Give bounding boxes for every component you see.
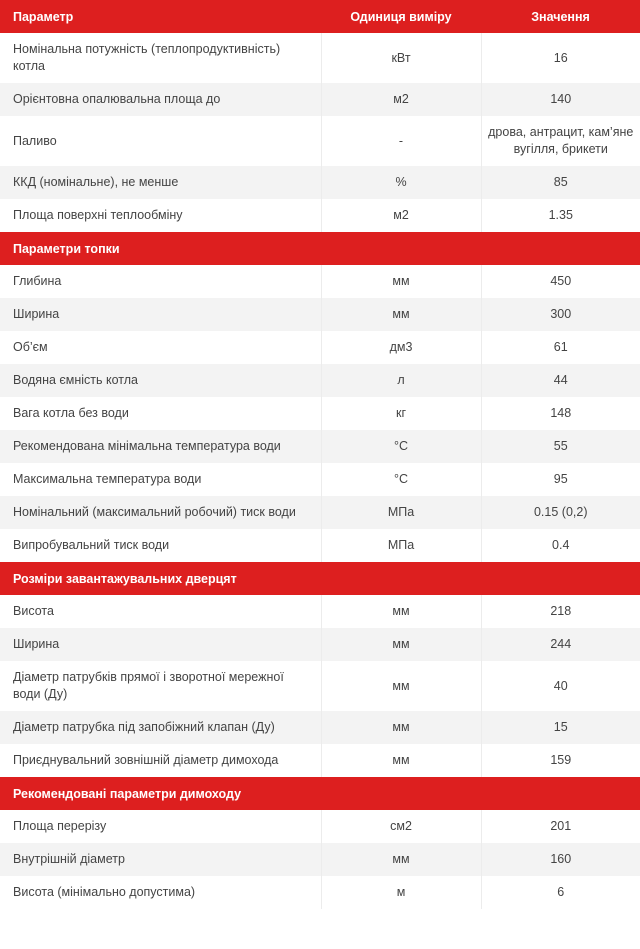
param-cell: Діаметр патрубка під запобіжний клапан (Ду)	[0, 711, 321, 744]
value-cell: 95	[481, 463, 640, 496]
param-cell: Площа перерізу	[0, 810, 321, 843]
value-cell: 40	[481, 661, 640, 711]
value-cell: 244	[481, 628, 640, 661]
param-cell: Орієнтовна опалювальна площа до	[0, 83, 321, 116]
table-row	[0, 265, 640, 298]
value-cell: 140	[481, 83, 640, 116]
table-row	[0, 628, 640, 661]
param-cell: Приєднувальний зовнішній діаметр димохода	[0, 744, 321, 777]
unit-cell: кВт	[321, 33, 481, 83]
section-title: Розміри завантажувальних дверцят	[0, 562, 640, 595]
param-cell: Паливо	[0, 116, 321, 166]
value-cell: 450	[481, 265, 640, 298]
unit-cell: м2	[321, 199, 481, 232]
value-cell: 201	[481, 810, 640, 843]
value-cell: 16	[481, 33, 640, 83]
unit-cell: мм	[321, 661, 481, 711]
unit-cell: мм	[321, 711, 481, 744]
param-cell: Висота	[0, 595, 321, 628]
value-cell: 61	[481, 331, 640, 364]
value-cell: 159	[481, 744, 640, 777]
header-unit: Одиниця виміру	[321, 0, 481, 33]
table-row	[0, 661, 640, 711]
unit-cell: °С	[321, 430, 481, 463]
value-cell: 6	[481, 876, 640, 909]
param-cell: Номінальний (максимальний робочий) тиск води	[0, 496, 321, 529]
value-cell: дрова, антрацит, кам’яне вугілля, брикети	[481, 116, 640, 166]
param-cell: Водяна ємність котла	[0, 364, 321, 397]
table-row	[0, 33, 640, 83]
param-cell: Ширина	[0, 298, 321, 331]
header-param: Параметр	[0, 0, 321, 33]
unit-cell: мм	[321, 595, 481, 628]
param-cell: Об’єм	[0, 331, 321, 364]
table-row	[0, 876, 640, 909]
unit-cell: МПа	[321, 496, 481, 529]
table-row	[0, 595, 640, 628]
param-cell: Рекомендована мінімальна температура води	[0, 430, 321, 463]
table-row	[0, 810, 640, 843]
section-header	[0, 562, 640, 595]
unit-cell: °С	[321, 463, 481, 496]
table-row	[0, 843, 640, 876]
param-cell: Діаметр патрубків прямої і зворотної мережної води (Ду)	[0, 661, 321, 711]
param-cell: Випробувальний тиск води	[0, 529, 321, 562]
table-row	[0, 711, 640, 744]
param-cell: Ширина	[0, 628, 321, 661]
value-cell: 55	[481, 430, 640, 463]
table-row	[0, 463, 640, 496]
table-row	[0, 744, 640, 777]
table-row	[0, 331, 640, 364]
unit-cell: %	[321, 166, 481, 199]
table-body	[0, 33, 640, 909]
param-cell: Вага котла без води	[0, 397, 321, 430]
section-title: Рекомендовані параметри димоходу	[0, 777, 640, 810]
section-title: Параметри топки	[0, 232, 640, 265]
param-cell: Глибина	[0, 265, 321, 298]
param-cell: ККД (номінальне), не менше	[0, 166, 321, 199]
unit-cell: дм3	[321, 331, 481, 364]
value-cell: 1.35	[481, 199, 640, 232]
table-row	[0, 83, 640, 116]
table-row	[0, 496, 640, 529]
value-cell: 0.4	[481, 529, 640, 562]
unit-cell: кг	[321, 397, 481, 430]
unit-cell: мм	[321, 628, 481, 661]
table-row	[0, 298, 640, 331]
param-cell: Внутрішній діаметр	[0, 843, 321, 876]
param-cell: Максимальна температура води	[0, 463, 321, 496]
header-value: Значення	[481, 0, 640, 33]
value-cell: 0.15 (0,2)	[481, 496, 640, 529]
table-row	[0, 116, 640, 166]
value-cell: 160	[481, 843, 640, 876]
value-cell: 300	[481, 298, 640, 331]
table-row	[0, 166, 640, 199]
table-header	[0, 0, 640, 33]
unit-cell: л	[321, 364, 481, 397]
value-cell: 15	[481, 711, 640, 744]
unit-cell: мм	[321, 744, 481, 777]
value-cell: 218	[481, 595, 640, 628]
value-cell: 44	[481, 364, 640, 397]
param-cell: Номінальна потужність (теплопродуктивність) котла	[0, 33, 321, 83]
table-row	[0, 529, 640, 562]
value-cell: 85	[481, 166, 640, 199]
unit-cell: мм	[321, 843, 481, 876]
section-header	[0, 232, 640, 265]
unit-cell: см2	[321, 810, 481, 843]
unit-cell: МПа	[321, 529, 481, 562]
table-row	[0, 397, 640, 430]
section-header	[0, 777, 640, 810]
param-cell: Площа поверхні теплообміну	[0, 199, 321, 232]
value-cell: 148	[481, 397, 640, 430]
table-row	[0, 364, 640, 397]
unit-cell: -	[321, 116, 481, 166]
table-row	[0, 430, 640, 463]
param-cell: Висота (мінімально допустима)	[0, 876, 321, 909]
table-row	[0, 199, 640, 232]
unit-cell: мм	[321, 298, 481, 331]
unit-cell: м2	[321, 83, 481, 116]
unit-cell: мм	[321, 265, 481, 298]
unit-cell: м	[321, 876, 481, 909]
